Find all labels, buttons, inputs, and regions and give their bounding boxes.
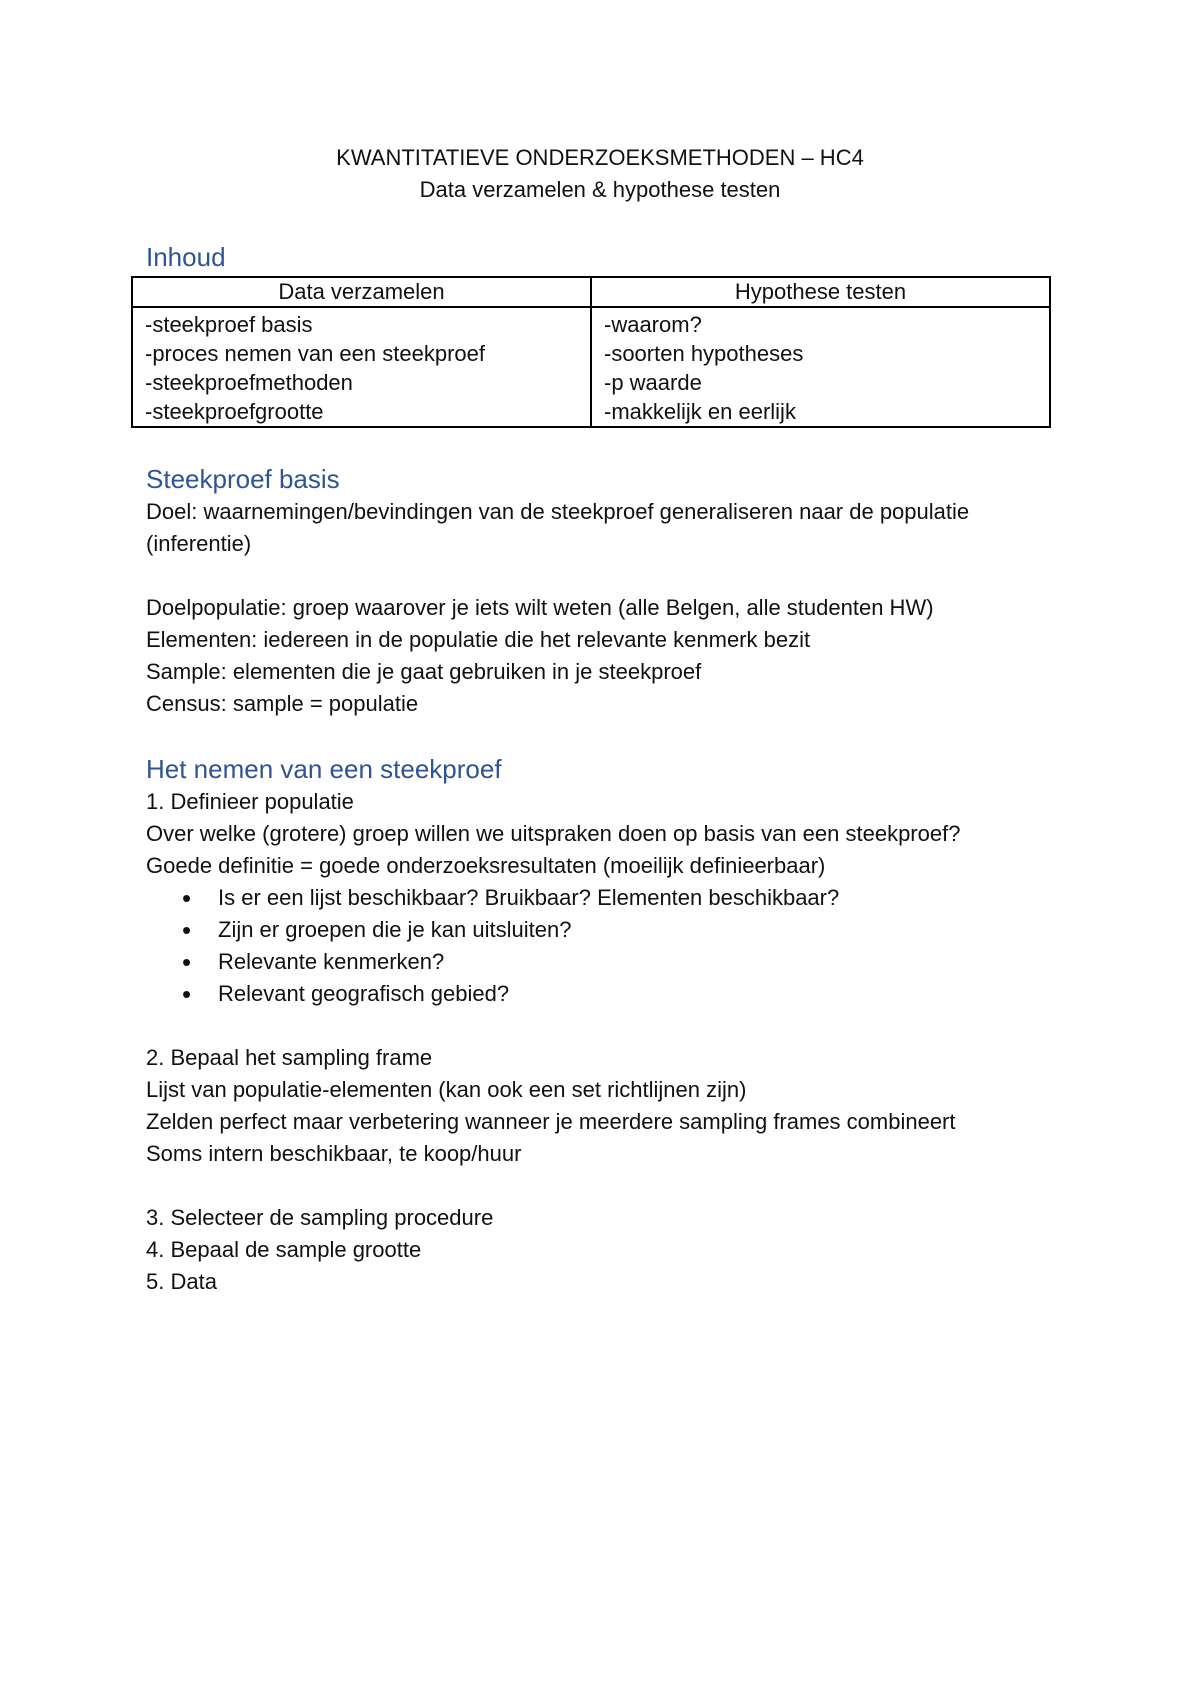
title-block: [0, 142, 1200, 206]
paragraph-gap: [146, 1010, 1086, 1042]
contents-item: -proces nemen van een steekproef: [145, 341, 485, 366]
contents-item: -steekproefgrootte: [145, 399, 324, 424]
contents-column-header: Hypothese testen: [591, 277, 1050, 307]
contents-body-row: [132, 307, 1050, 427]
paragraph-gap: [146, 560, 1086, 592]
contents-right-cell: [591, 307, 1050, 427]
contents-column-header: Data verzamelen: [132, 277, 591, 307]
contents-item: -soorten hypotheses: [604, 341, 804, 366]
step-title: 1. Definieer populatie: [146, 789, 354, 814]
section-steekproef-nemen: [146, 752, 1086, 1298]
section-heading: Steekproef basis: [146, 464, 340, 494]
paragraph-line: (inferentie): [146, 531, 252, 556]
bullet-item: • Relevante kenmerken?: [218, 946, 1086, 978]
paragraph-gap: [146, 1170, 1086, 1202]
contents-item: -steekproefmethoden: [145, 370, 353, 395]
document-subtitle: Data verzamelen & hypothese testen: [419, 177, 781, 202]
step-title: 3. Selecteer de sampling procedure: [146, 1205, 494, 1230]
paragraph-line: Soms intern beschikbaar, te koop/huur: [146, 1141, 522, 1166]
paragraph-line: Goede definitie = goede onderzoeksresultaten (moeilijk definieerbaar): [146, 853, 826, 878]
paragraph-line: Lijst van populatie-elementen (kan ook een set richtlijnen zijn): [146, 1077, 747, 1102]
definition-line: Elementen: iedereen in de populatie die het relevante kenmerk bezit: [146, 627, 811, 652]
contents-item: -steekproef basis: [145, 312, 313, 337]
paragraph-line: Doel: waarnemingen/bevindingen van de steekproef generaliseren naar de populatie: [146, 499, 970, 524]
contents-header-row: [132, 277, 1050, 307]
contents-heading: Inhoud: [146, 242, 226, 272]
definition-line: Census: sample = populatie: [146, 691, 419, 716]
bullet-item: • Zijn er groepen die je kan uitsluiten?: [218, 914, 1086, 946]
contents-item: -p waarde: [604, 370, 702, 395]
contents-item: -makkelijk en eerlijk: [604, 399, 796, 424]
section-heading: Het nemen van een steekproef: [146, 754, 502, 784]
contents-left-cell: [132, 307, 591, 427]
bullet-item: • Relevant geografisch gebied?: [218, 978, 1086, 1010]
step-title: 5. Data: [146, 1269, 217, 1294]
paragraph-line: Zelden perfect maar verbetering wanneer je meerdere sampling frames combineert: [146, 1109, 956, 1134]
step-title: 2. Bepaal het sampling frame: [146, 1045, 433, 1070]
document-title: KWANTITATIEVE ONDERZOEKSMETHODEN – HC4: [336, 145, 864, 170]
contents-table: [131, 276, 1051, 428]
bullet-item: • Is er een lijst beschikbaar? Bruikbaar? Elementen beschikbaar?: [218, 882, 1086, 914]
contents-item: -waarom?: [604, 312, 702, 337]
definition-line: Doelpopulatie: groep waarover je iets wilt weten (alle Belgen, alle studenten HW): [146, 595, 934, 620]
paragraph-line: Over welke (grotere) groep willen we uitspraken doen op basis van een steekproef?: [146, 821, 961, 846]
section-steekproef-basis: [146, 462, 1086, 720]
bullet-list: [146, 882, 1086, 1010]
step-title: 4. Bepaal de sample grootte: [146, 1237, 422, 1262]
definition-line: Sample: elementen die je gaat gebruiken in je steekproef: [146, 659, 702, 684]
